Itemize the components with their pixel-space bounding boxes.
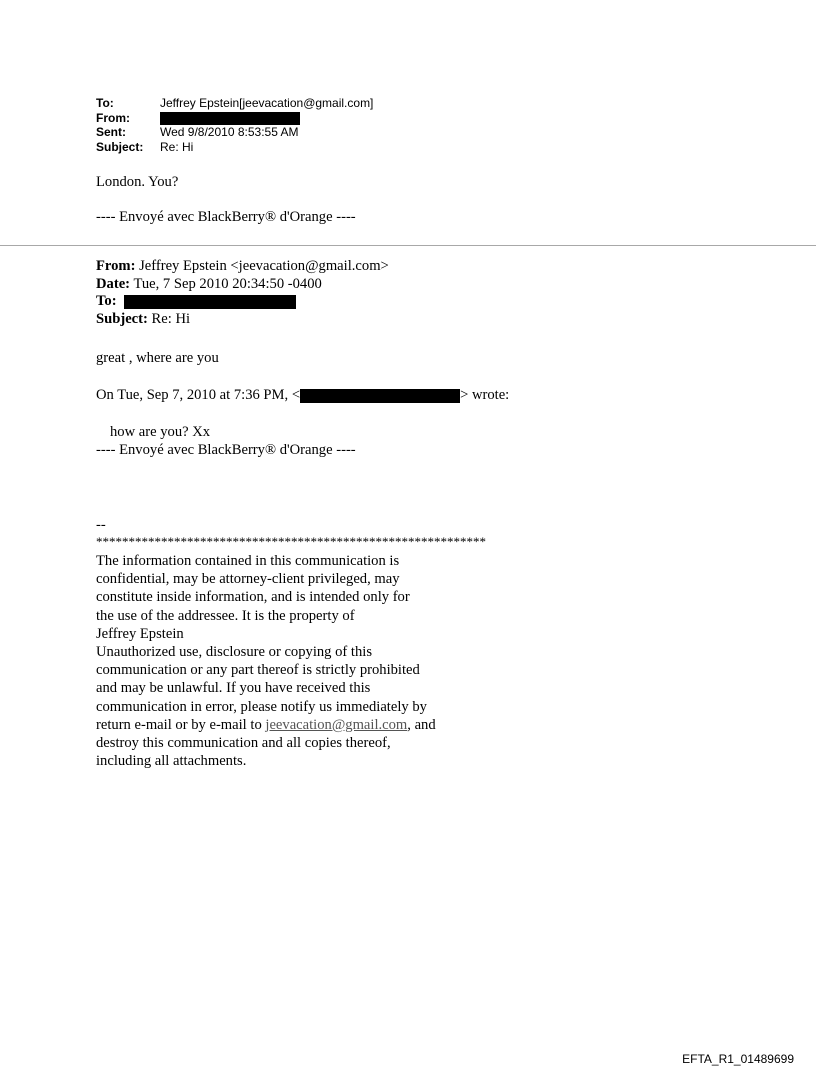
- disclaimer-line: the use of the addressee. It is the property of: [96, 607, 355, 624]
- return-suffix: , and: [407, 716, 436, 733]
- redaction-bar: [160, 112, 300, 125]
- wrote-line: [96, 386, 509, 404]
- quoted-from-value: Jeffrey Epstein <jeevacation@gmail.com>: [139, 258, 389, 274]
- redaction-bar: [124, 295, 296, 309]
- quoted-from-label: From:: [96, 258, 136, 274]
- quoted-date-row: [96, 276, 389, 294]
- quoted-subject-row: [96, 311, 389, 329]
- subject-label: Subject:: [96, 139, 144, 154]
- quoted-subject-label: Subject:: [96, 310, 148, 327]
- quoted-date-value: Tue, 7 Sep 2010 20:34:50 -0400: [133, 275, 322, 292]
- disclaimer-line: communication in error, please notify us immediately by: [96, 698, 427, 715]
- inner-signature: ---- Envoyé avec BlackBerry® d'Orange ----: [96, 442, 356, 458]
- header-to-row: [96, 96, 373, 111]
- email-link[interactable]: jeevacation@gmail.com: [265, 716, 408, 733]
- reply-message: London. You?: [96, 174, 179, 190]
- disclaimer-dashes: --: [96, 517, 106, 533]
- disclaimer-line: Jeffrey Epstein: [96, 625, 184, 642]
- disclaimer-line: including all attachments.: [96, 753, 247, 770]
- disclaimer-line: communication or any part thereof is strictly prohibited: [96, 662, 420, 679]
- to-value: Jeffrey Epstein[jeevacation@gmail.com]: [160, 96, 374, 110]
- redaction-bar: [300, 389, 460, 403]
- quoted-message: great , where are you: [96, 350, 219, 366]
- inner-message: how are you? Xx: [110, 424, 211, 440]
- quoted-to-label: To:: [96, 293, 117, 310]
- quoted-subject-value: Re: Hi: [151, 310, 191, 327]
- document-id: EFTA_R1_01489699: [682, 1052, 794, 1066]
- from-label: From:: [96, 110, 130, 125]
- disclaimer-line: confidential, may be attorney-client privileged, may: [96, 571, 400, 588]
- quoted-header: [96, 258, 389, 328]
- quoted-to-row: [96, 293, 389, 311]
- divider: [0, 245, 816, 246]
- disclaimer-line: The information contained in this communication is: [96, 553, 400, 569]
- header-sent-row: [96, 125, 373, 140]
- quoted-date-label: Date:: [96, 275, 131, 292]
- wrote-suffix: > wrote:: [460, 387, 510, 403]
- disclaimer-line: destroy this communication and all copies thereof,: [96, 735, 391, 752]
- reply-signature: ---- Envoyé avec BlackBerry® d'Orange ----: [96, 209, 356, 225]
- to-label: To:: [96, 96, 114, 110]
- sent-label: Sent:: [96, 125, 126, 139]
- subject-value: Re: Hi: [160, 139, 194, 154]
- return-prefix: return e-mail or by e-mail to: [96, 716, 266, 733]
- disclaimer-stars: ************************************************************: [96, 534, 486, 549]
- disclaimer-line: [96, 716, 516, 734]
- disclaimer-line: and may be unlawful. If you have received this: [96, 680, 371, 697]
- disclaimer-line: Unauthorized use, disclosure or copying of this: [96, 644, 373, 661]
- email-header: [96, 96, 373, 154]
- header-from-row: [96, 111, 373, 126]
- sent-value: Wed 9/8/2010 8:53:55 AM: [160, 125, 299, 139]
- disclaimer-line: constitute inside information, and is intended only for: [96, 589, 410, 606]
- wrote-prefix: On Tue, Sep 7, 2010 at 7:36 PM, <: [96, 387, 301, 403]
- quoted-from-row: [96, 258, 389, 276]
- header-subject-row: [96, 140, 373, 155]
- disclaimer-text: [96, 552, 516, 770]
